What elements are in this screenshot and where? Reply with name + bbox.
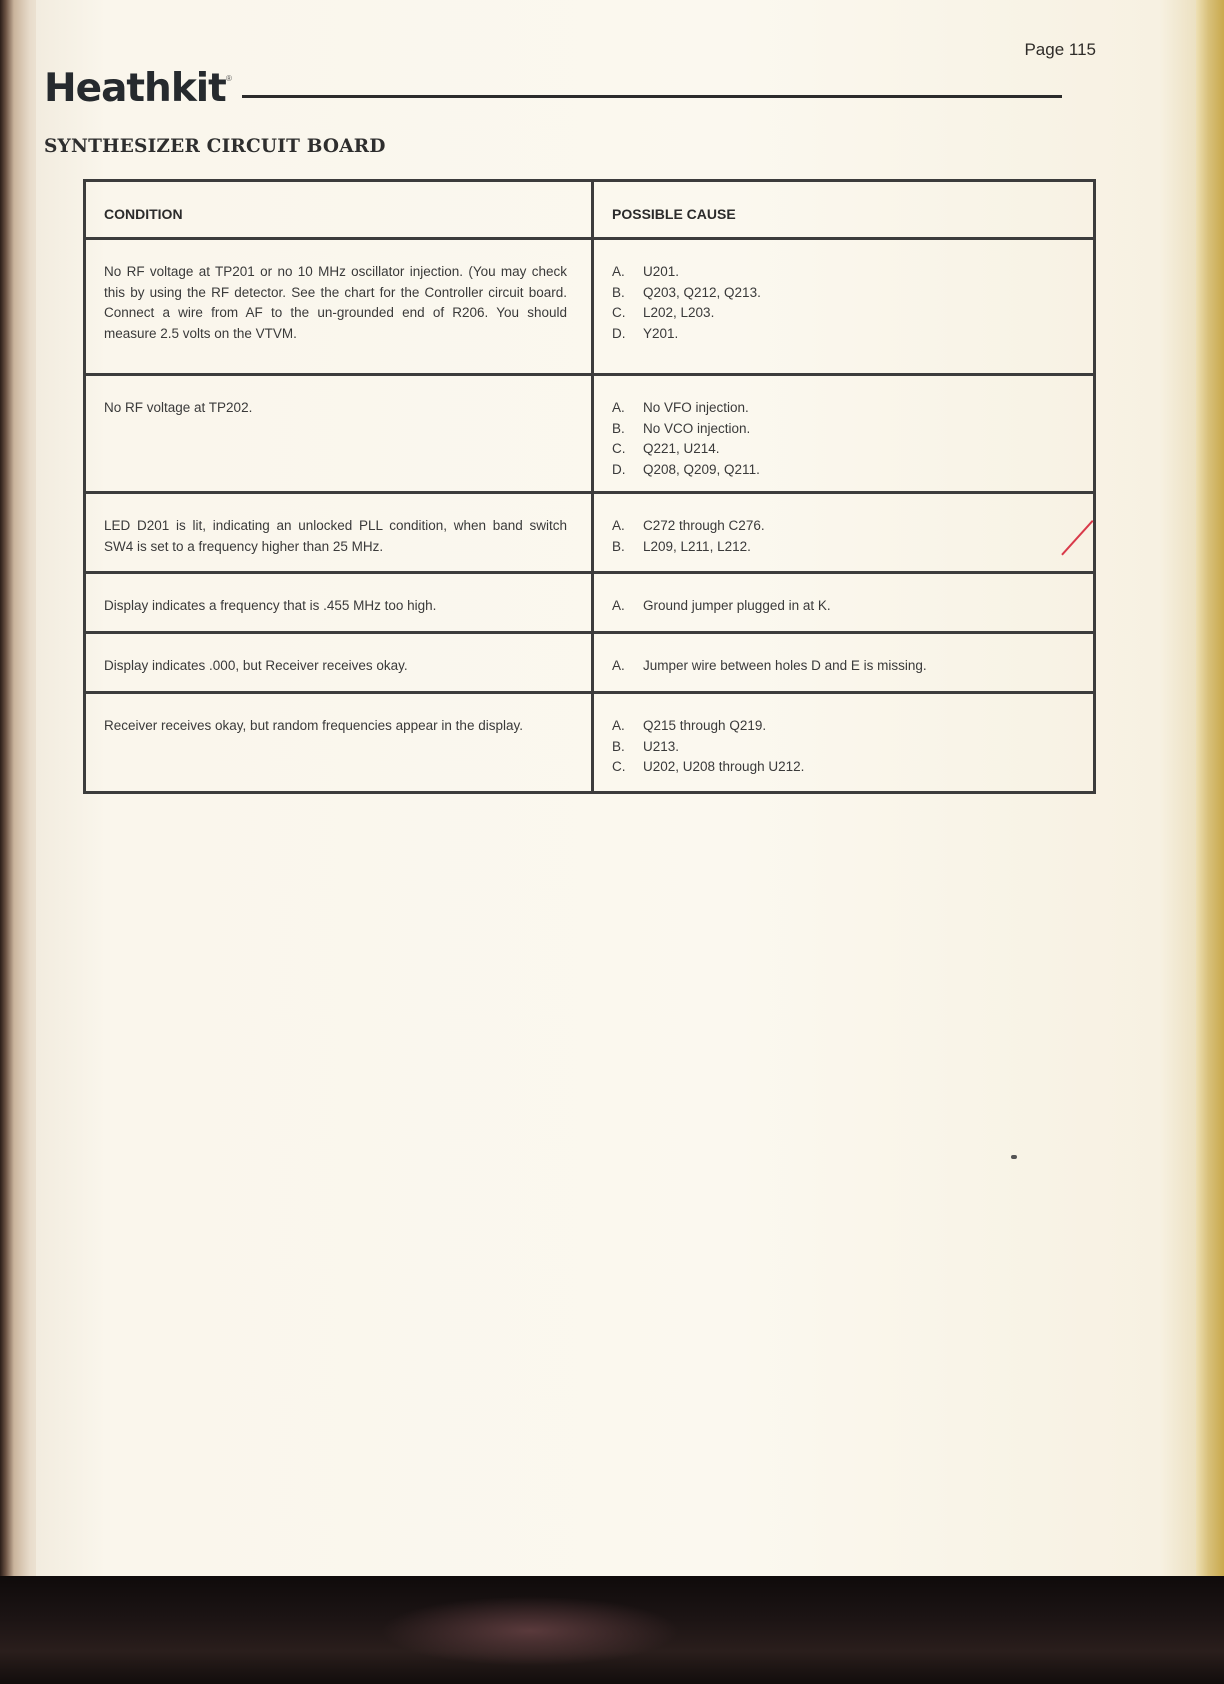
cause-letter: A.: [612, 718, 625, 733]
cause-cell: [593, 375, 1095, 493]
cause-letter: B.: [612, 538, 625, 554]
cause-cell: [593, 573, 1095, 633]
cause-cell: [593, 493, 1095, 573]
cause-text: Q203, Q212, Q213.: [643, 284, 761, 300]
condition-cell: No RF voltage at TP202.: [85, 375, 593, 493]
cause-item: [612, 460, 1081, 481]
cause-text: Jumper wire between holes D and E is missing.: [643, 658, 927, 673]
cause-letter: A.: [612, 658, 625, 673]
table-row: [85, 493, 1095, 573]
cause-text: U213.: [643, 738, 680, 754]
bottom-dark-area: [0, 1576, 1224, 1684]
condition-cell: Display indicates .000, but Receiver receives okay.: [85, 633, 593, 693]
cause-letter: D.: [612, 325, 626, 341]
cause-cell: [593, 239, 1095, 375]
cause-letter: D.: [612, 461, 626, 477]
cause-item: [612, 419, 1081, 440]
cause-text: Ground jumper plugged in at K.: [643, 598, 831, 613]
cause-letter: C.: [612, 305, 626, 320]
cause-text: L202, L203.: [643, 305, 715, 320]
cause-letter: B.: [612, 420, 625, 436]
cause-text: No VCO injection.: [643, 420, 751, 436]
cause-item: [612, 398, 1081, 419]
table-row: [85, 239, 1095, 375]
background-blotch: [380, 1596, 680, 1666]
condition-cell: LED D201 is lit, indicating an unlocked PLL condition, when band switch SW4 is set to a frequency higher than 25 MHz.: [85, 493, 593, 573]
cause-letter: C.: [612, 441, 626, 456]
cause-cell: [593, 693, 1095, 793]
condition-cell: No RF voltage at TP201 or no 10 MHz oscillator injection. (You may check this by using the RF detector. See the chart for the Controller circuit board. Connect a wire from AF to the un-grounded end of R206. You should measure 2.5 volts on the VTVM.: [85, 239, 593, 375]
brand-logo: Heathkit: [44, 66, 226, 111]
cause-letter: A.: [612, 518, 625, 533]
troubleshooting-table: [83, 179, 1096, 794]
cause-item: [612, 656, 1081, 677]
page-number: Page 115: [1024, 40, 1096, 59]
cause-cell: [593, 633, 1095, 693]
cause-item: [612, 537, 1081, 558]
table-body: [85, 239, 1095, 793]
cause-item: [612, 596, 1081, 617]
cause-text: Q221, U214.: [643, 441, 720, 456]
cause-text: U202, U208 through U212.: [643, 759, 805, 774]
cause-item: [612, 439, 1081, 460]
cause-text: Q215 through Q219.: [643, 718, 767, 733]
condition-cell: Display indicates a frequency that is .455 MHz too high.: [85, 573, 593, 633]
table-header-row: [85, 181, 1095, 239]
table-row: [85, 633, 1095, 693]
condition-header: CONDITION: [85, 181, 593, 239]
cause-item: [612, 516, 1081, 537]
cause-item: [612, 283, 1081, 304]
cause-item: [612, 303, 1081, 324]
header-rule: [242, 95, 1062, 98]
cause-text: Y201.: [643, 325, 679, 341]
page-edge: [1196, 0, 1224, 1590]
cause-text: C272 through C276.: [643, 518, 765, 533]
ink-speck: [1011, 1155, 1017, 1159]
cause-text: U201.: [643, 264, 680, 279]
table-row: [85, 375, 1095, 493]
cause-letter: A.: [612, 264, 625, 279]
section-title: SYNTHESIZER CIRCUIT BOARD: [44, 136, 386, 157]
cause-item: [612, 262, 1081, 283]
cause-item: [612, 757, 1081, 778]
condition-cell: Receiver receives okay, but random frequencies appear in the display.: [85, 693, 593, 793]
cause-item: [612, 324, 1081, 345]
cause-item: [612, 737, 1081, 758]
cause-letter: A.: [612, 400, 625, 415]
cause-letter: A.: [612, 598, 625, 613]
table-row: [85, 573, 1095, 633]
cause-text: L209, L211, L212.: [643, 538, 751, 554]
table-row: [85, 693, 1095, 793]
registered-mark: ®: [226, 74, 232, 83]
cause-letter: B.: [612, 738, 625, 754]
cause-letter: C.: [612, 759, 626, 774]
possible-cause-header: POSSIBLE CAUSE: [593, 181, 1095, 239]
cause-text: Q208, Q209, Q211.: [643, 461, 760, 477]
cause-item: [612, 716, 1081, 737]
cause-letter: B.: [612, 284, 625, 300]
cause-text: No VFO injection.: [643, 400, 749, 415]
